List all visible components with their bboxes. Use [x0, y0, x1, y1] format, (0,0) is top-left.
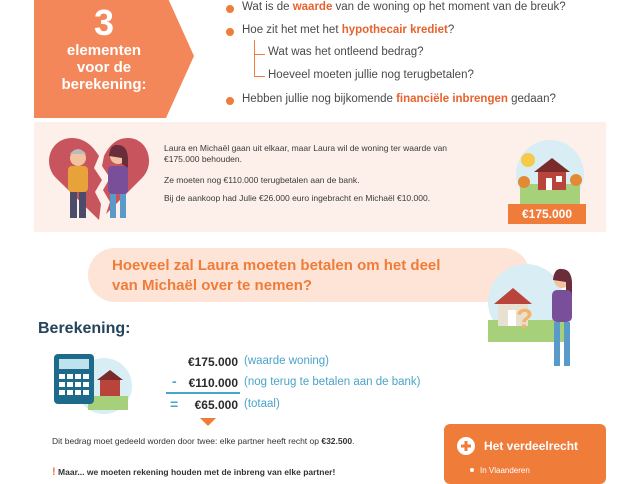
house-illustration [510, 138, 590, 212]
bullet-icon [226, 97, 234, 105]
question-mortgage: Hoe zit het met het hypothecair krediet? [242, 24, 455, 36]
elements-title: elementen voor de berekening: [61, 42, 147, 93]
amount-bank-remaining: €110.000 [188, 376, 238, 390]
calculation-heading: Berekening: [38, 320, 131, 337]
verdeelrecht-item: In Vlaanderen [480, 466, 530, 475]
sum-divider [166, 392, 240, 394]
question-contributions: Hebben jullie nog bijkomende financiële inbrengen gedaan? [242, 93, 556, 105]
house-price-tag: €175.000 [508, 204, 586, 224]
plus-icon [456, 436, 476, 456]
tree-connector [254, 54, 265, 77]
note-total: (totaal) [244, 398, 280, 410]
bullet-icon [226, 5, 234, 13]
calculator-icon [50, 350, 134, 424]
subquestion-remaining: Hoeveel moeten jullie nog terugbetalen? [268, 69, 474, 81]
bullet-icon [470, 468, 474, 472]
main-question: Hoeveel zal Laura moeten betalen om het deel van Michaël over te nemen? [112, 257, 441, 294]
elements-count: 3 [93, 2, 115, 43]
amount-house-value: €175.000 [187, 355, 238, 369]
woman-house-illustration [484, 262, 584, 372]
note-bank-remaining: (nog terug te betalen aan de bank) [244, 376, 421, 388]
equals-sign: = [170, 396, 179, 412]
minus-sign: - [172, 373, 177, 389]
svg-text:?: ? [516, 303, 534, 334]
alert-text: ! Maar... we moeten rekening houden met de inbreng van elke partner! [52, 466, 336, 478]
alert-icon: ! [52, 466, 56, 478]
story-text: Laura en Michaël gaan uit elkaar, maar Laura wil de woning ter waarde van €175.000 behouden. Ze moeten nog €110.000 terugbetalen aan de bank. Bij de aankoop had Julie €26.000 euro ingebracht en Michaël €10.000. [164, 143, 448, 203]
note-house-value: (waarde woning) [244, 355, 330, 367]
broken-heart-couple-illustration [48, 134, 150, 222]
subquestion-borrowed: Wat was het ontleend bedrag? [268, 46, 424, 58]
divide-text: Dit bedrag moet gedeeld worden door twee: elke partner heeft recht op €32.500. [52, 436, 355, 446]
amount-total: €65.000 [194, 398, 238, 412]
bullet-icon [226, 28, 234, 36]
verdeelrecht-title: Het verdeelrecht [484, 439, 579, 453]
down-arrow-icon [200, 418, 216, 428]
question-value: Wat is de waarde van de woning op het moment van de breuk? [242, 1, 566, 13]
tree-connector [254, 40, 265, 55]
